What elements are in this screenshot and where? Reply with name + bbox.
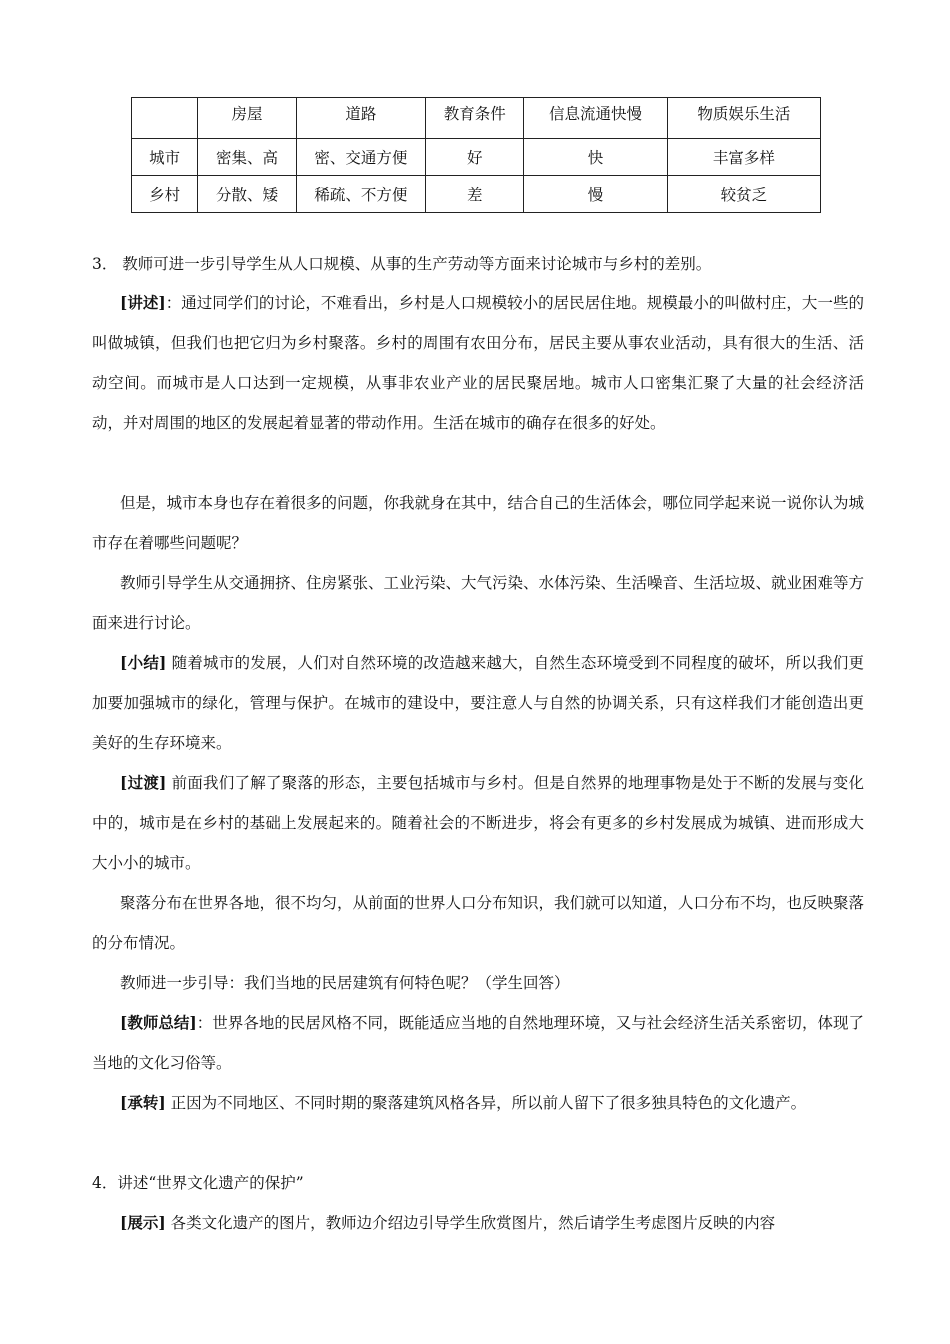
- table-header-row: [132, 98, 821, 139]
- table-cell: 乡村: [132, 176, 198, 213]
- paragraph-tag: [小结]: [120, 653, 167, 672]
- paragraph-text: 各类文化遗产的图片，教师边介绍边引导学生欣赏图片，然后请学生考虑图片反映的内容: [165, 1214, 776, 1232]
- table-cell: 差: [426, 176, 524, 213]
- table-header-cell: 物质娱乐生活: [667, 98, 820, 139]
- item-3-heading: 3． 教师可进一步引导学生从人口规模、从事的生产劳动等方面来讨论城市与乡村的差别。: [92, 255, 712, 273]
- table-cell: 丰富多样: [667, 139, 820, 176]
- table-cell: 较贫乏: [667, 176, 820, 213]
- paragraph-narration: [92, 283, 864, 443]
- table-cell: 稀疏、不方便: [296, 176, 426, 213]
- table-cell: 城市: [132, 139, 198, 176]
- paragraph-settlement-distribution: 聚落分布在世界各地，很不均匀，从前面的世界人口分布知识，我们就可以知道，人口分布不均，也反映聚落的分布情况。: [92, 894, 865, 952]
- table-row: [132, 139, 821, 176]
- table-header-cell: 道路: [296, 98, 426, 139]
- table-cell: 密、交通方便: [296, 139, 426, 176]
- paragraph-tag: [过渡]: [120, 773, 167, 792]
- paragraph-summary: [92, 643, 864, 763]
- paragraph-text: ：世界各地的民居风格不同，既能适应当地的自然地理环境，又与社会经济生活关系密切，体现了当地的文化习俗等。: [92, 1014, 864, 1072]
- paragraph-tag: [教师总结]: [120, 1013, 197, 1032]
- table-header-cell: [132, 98, 198, 139]
- paragraph-tag: [承转]: [120, 1093, 166, 1112]
- paragraph-teacher-summary: [92, 1003, 864, 1083]
- paragraph-display: [92, 1203, 864, 1243]
- city-village-comparison-table: [131, 97, 821, 213]
- paragraph-tag: [展示]: [120, 1213, 166, 1232]
- paragraph-text: ：通过同学们的讨论，不难看出，乡村是人口规模较小的居民居住地。规模最小的叫做村庄，大一些的叫做城镇，但我们也把它归为乡村聚落。乡村的周围有农田分布，居民主要从事农业活动，具有很大的生活、活动空间。而城市是人口达到一定规模，从事非农业产业的居民聚居地。城市人口密集汇聚了大量的社会经济活动，并对周围的地区的发展起着显著的带动作用。生活在城市的确存在很多的好处。: [92, 294, 864, 432]
- paragraph-text: 正因为不同地区、不同时期的聚落建筑风格各异，所以前人留下了很多独具特色的文化遗产。: [165, 1094, 807, 1112]
- paragraph-city-problems: 但是，城市本身也存在着很多的问题，你我就身在其中，结合自己的生活体会，哪位同学起来说一说你认为城市存在着哪些问题呢？: [92, 494, 865, 552]
- paragraph-tag: [讲述]: [120, 293, 166, 312]
- table-cell: 慢: [524, 176, 667, 213]
- table-header-cell: 房屋: [198, 98, 296, 139]
- table-header-cell: 信息流通快慢: [524, 98, 667, 139]
- paragraph-transition: [92, 763, 864, 883]
- table-cell: 分散、矮: [198, 176, 296, 213]
- item-4-heading: 4．讲述“世界文化遗产的保护”: [92, 1174, 304, 1192]
- table-header-cell: 教育条件: [426, 98, 524, 139]
- table-cell: 好: [426, 139, 524, 176]
- table-cell: 密集、高: [198, 139, 296, 176]
- paragraph-teacher-question: 教师进一步引导：我们当地的民居建筑有何特色呢？（学生回答）: [120, 974, 570, 992]
- paragraph-text: 前面我们了解了聚落的形态，主要包括城市与乡村。但是自然界的地理事物是处于不断的发展与变化中的，城市是在乡村的基础上发展起来的。随着社会的不断进步，将会有更多的乡村发展成为城镇、进而形成大大小小的城市。: [92, 774, 865, 872]
- table-cell: 快: [524, 139, 667, 176]
- paragraph-turn: [92, 1083, 864, 1123]
- paragraph-teacher-guide: 教师引导学生从交通拥挤、住房紧张、工业污染、大气污染、水体污染、生活噪音、生活垃圾、就业困难等方面来进行讨论。: [92, 574, 865, 632]
- table-row: [132, 176, 821, 213]
- paragraph-text: 随着城市的发展，人们对自然环境的改造越来越大，自然生态环境受到不同程度的破坏，所以我们更加要加强城市的绿化，管理与保护。在城市的建设中，要注意人与自然的协调关系，只有这样我们才能创造出更美好的生存环境来。: [92, 654, 865, 752]
